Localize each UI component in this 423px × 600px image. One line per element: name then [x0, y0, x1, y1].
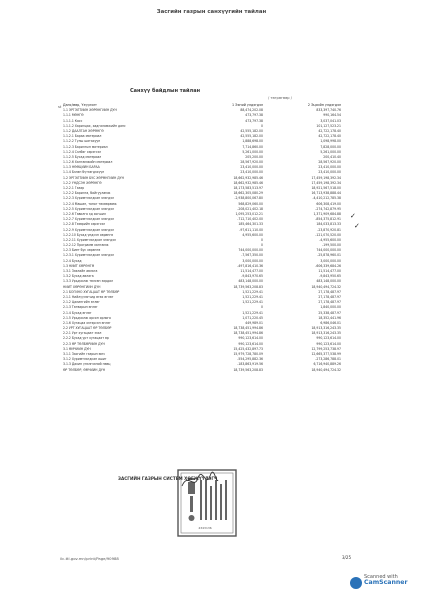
row-label: 1.2.2.10 Бусад үндсэн хөрөнгө — [63, 232, 113, 237]
row-end-value: -4,410,212,785.38 — [312, 196, 341, 201]
table-row — [62, 368, 347, 373]
row-end-value: 42,722,178.40 — [318, 134, 341, 139]
row-label: 1.1.2.6 Хангамжийн материал — [63, 160, 113, 165]
row-label: 1.2.2.7 Хуримтлагдсан элэгдэл — [63, 217, 114, 222]
row-start-value: 28,567,920.00 — [240, 160, 263, 165]
row-label: 2.2.3 ӨР ТӨЛБӨРИЙН ДҮН — [63, 341, 105, 346]
row-label: ӨР ТӨЛБӨР, ӨМЧИЙН ДҮН — [63, 367, 106, 372]
row-start-value: 3,000,000.00 — [242, 258, 263, 263]
row-end-value: -4,955,600.00 — [319, 237, 341, 242]
row-end-value: 16,713,938,888.44 — [311, 191, 341, 196]
row-label: НИЙТ ХӨРӨНГИЙН ДҮН — [63, 284, 101, 289]
row-start-value: 18,738,451,994.86 — [233, 331, 263, 336]
signature-title: ЗАСГИЙН ГАЗРЫН СИСТЕМ ХӨГЖҮҮЛЭГЧ — [118, 476, 218, 481]
row-label: 1.3 НИЙТ ХӨРӨНГӨ — [63, 263, 95, 268]
row-start-value: -208,021,402.18 — [237, 206, 263, 211]
row-start-value: 23,410,000.00 — [240, 170, 263, 175]
margin-mark: st — [58, 105, 62, 109]
row-label: 1.2.2.8 Тээврийн хэрэгсэл — [63, 222, 106, 227]
row-label: 1.2.2.2 Барилга, байгууламж — [63, 191, 111, 196]
row-start-value: 0 — [261, 305, 263, 310]
column-header-end: 2 Эцсийн үлдэгдэл — [307, 103, 341, 107]
row-start-value: 4,955,600.00 — [242, 232, 263, 237]
row-start-value: 473,797.38 — [245, 113, 263, 118]
row-label: 2.1 БОГИНО ХУГАЦААТ ӨР ТӨЛБӨР — [63, 289, 120, 294]
row-end-value: 990,123,614.00 — [316, 336, 341, 341]
row-start-value: 1,521,229.41 — [242, 294, 263, 299]
scanner-line-1: Scanned with — [364, 574, 398, 580]
row-end-value: 5,261,000.00 — [320, 149, 341, 154]
camscanner-logo-icon — [350, 577, 362, 589]
row-end-value: 42,722,178.40 — [318, 128, 341, 133]
footer-url: ilc-ttl.gov.mn/print/Page/90988 — [60, 556, 119, 561]
row-label: 1.2 ЭРГЭЛТИЙН БУС ХӨРӨНГИЙН ДҮН — [63, 175, 124, 180]
row-end-value: -854,375,812.91 — [315, 217, 341, 222]
row-label: 1.2.2.1 Газар — [63, 186, 85, 190]
row-start-value: 1,095,253,012.21 — [235, 211, 263, 216]
row-start-value: 185,464,301.33 — [238, 222, 263, 227]
scanner-brand: CamScanner — [364, 579, 408, 586]
row-end-value: 17,459,198,392.34 — [311, 180, 341, 185]
row-start-value: 42,555,182.00 — [240, 128, 263, 133]
row-start-value: -712,710,402.00 — [237, 217, 263, 222]
row-start-value: -97,611,110.00 — [239, 227, 263, 232]
row-start-value: 483,148,000.00 — [238, 279, 263, 284]
row-label: 3.1 ӨМЧИЙН ДҮН — [63, 346, 91, 351]
row-label: 1.2.2 ҮНДСЭН ХӨРӨНГӨ — [63, 180, 102, 185]
row-start-value: 18,738,451,994.86 — [233, 326, 263, 331]
row-end-value: 990,123,614.00 — [316, 341, 341, 346]
row-label: 1.2.3 Биет бус хөрөнгө — [63, 248, 101, 253]
row-start-value: 1,888,698.00 — [242, 139, 263, 144]
row-label: 1.2.2.6 Тавилга эд хогшил — [63, 211, 106, 216]
row-start-value: 1,071,220.45 — [242, 315, 263, 320]
row-start-value: -2,938,800,067.80 — [234, 196, 263, 201]
row-end-value: 483,148,000.00 — [316, 279, 341, 284]
row-end-value: 606,308,419.00 — [316, 201, 341, 206]
row-label: 2.2.1 Урт хугацаат зээл — [63, 331, 102, 336]
row-label: 2.1.5 Урьдчилж орсон орлого — [63, 315, 111, 320]
row-label: 1.3.1 Зээлийн авлага — [63, 269, 98, 273]
row-label: 2.1.3 Татварын өглөг — [63, 305, 98, 310]
check-mark-icon: ✓ — [354, 222, 360, 230]
row-start-value: 473,797.38 — [245, 118, 263, 123]
row-end-value: 18,352,441.96 — [318, 315, 341, 320]
row-start-value: 990,123,614.00 — [238, 341, 263, 346]
row-label: 1.2.2.9 Хуримтлагдсан элэгдэл — [63, 227, 114, 232]
column-header-start: 1 Эхний үлдэгдэл — [232, 103, 263, 107]
row-end-value: -121,070,520.00 — [315, 232, 341, 237]
row-start-value: 568,829,060.00 — [238, 201, 263, 206]
row-end-value: 18,913,316,243.35 — [311, 331, 341, 336]
row-start-value: 205,200.00 — [245, 154, 263, 159]
row-end-value: 23,410,000.00 — [318, 165, 341, 170]
row-end-value: 18,913,316,243.35 — [311, 326, 341, 331]
handwritten-signature-icon — [180, 470, 220, 492]
column-header-label: Данс/мөр, Үзүүлэлт — [63, 103, 97, 107]
row-end-value: 12,799,253,738.97 — [311, 346, 341, 351]
row-start-value: 15,979,728,780.09 — [233, 352, 263, 356]
row-end-value: 744,000,000.00 — [316, 248, 341, 253]
row-end-value: 17,459,198,392.34 — [311, 175, 341, 180]
row-end-value: 27,178,487.97 — [318, 289, 341, 294]
currency-note: / төгрөгөөр / — [268, 96, 292, 100]
page-number: 3/25 — [342, 555, 351, 560]
row-end-value: 3,037,041.03 — [320, 118, 341, 123]
row-end-value: 990,164.54 — [323, 113, 341, 118]
row-label: 1.2.2.11 Хуримтлагдсан элэгдэл — [63, 237, 116, 242]
row-end-value: -9,843,950.65 — [319, 274, 341, 279]
row-label: 1.2.2.5 Хуримтлагдсан элэгдэл — [63, 206, 114, 211]
row-label: 1.2.2.12 Программ хангамж — [63, 243, 109, 248]
row-end-value: 1,371,909,684.88 — [313, 211, 341, 216]
row-end-value: 18,940,494,724.32 — [311, 284, 341, 289]
row-start-value: -554,295,882.36 — [237, 357, 263, 362]
row-label: 1.1.1.1 Касс — [63, 118, 83, 123]
row-start-value: -497,816,410.36 — [237, 263, 263, 268]
row-end-value: 1,098,998.00 — [320, 139, 341, 144]
row-label: 1.2.2.4 Машин, тоног төхөөрөмж — [63, 201, 117, 206]
row-label: 2.1.2 Цалингийн өглөг — [63, 300, 100, 305]
row-end-value: 23,410,000.00 — [318, 170, 341, 175]
row-end-value: -23,870,920.81 — [317, 227, 341, 232]
row-start-value: 18,739,563,208.83 — [233, 284, 263, 289]
row-start-value: 1,521,229.41 — [242, 310, 263, 315]
row-end-value: 6,986,046.01 — [320, 320, 341, 325]
row-end-value: 833,397,740.76 — [316, 108, 341, 113]
row-start-value: -9,843,970.65 — [241, 274, 263, 279]
row-end-value: -199,500.00 — [322, 243, 341, 248]
row-end-value: 101,127,523.21 — [316, 123, 341, 128]
scanner-watermark — [364, 574, 408, 586]
row-label: 1.1.1 МӨНГӨ — [63, 113, 84, 118]
row-end-value: 18,940,494,724.32 — [311, 367, 341, 372]
row-label: 2.2 УРТ ХУГАЦААТ ӨР ТӨЛБӨР — [63, 326, 112, 331]
row-end-value: 11,514,477.00 — [318, 269, 341, 273]
row-label: 2.1.1 Нийлүүлэгчид өгөх өглөг — [63, 294, 114, 299]
row-label: 3.1.1 Засгийн газрын өмч — [63, 352, 105, 356]
row-end-value: 3,000,000.00 — [320, 258, 341, 263]
row-end-value: -273,286,788.01 — [315, 357, 341, 362]
row-start-value: 18,173,583,513.97 — [233, 186, 263, 190]
row-start-value: -7,567,350.00 — [241, 253, 263, 258]
row-end-value: 1,840,000.00 — [320, 305, 341, 310]
row-label: 1.1.4 Бэлэн бүтээгдэхүүн — [63, 170, 105, 175]
row-label: 1.3.2 Бусад авлага — [63, 274, 94, 279]
svg-text:4343136: 4343136 — [198, 526, 212, 530]
row-end-value: 6,716,940,889.26 — [313, 362, 341, 367]
row-start-value: 7,714,860.00 — [242, 144, 263, 149]
row-start-value: -183,863,919.56 — [237, 362, 263, 367]
row-start-value: 88,474,202.08 — [240, 108, 263, 113]
row-end-value: -274,742,879.95 — [315, 206, 341, 211]
row-start-value: 449,989.01 — [245, 320, 263, 325]
balance-table — [62, 103, 347, 373]
row-label: 1.1.2.2 Түлш шатахуун — [63, 139, 101, 144]
row-label: 1.3.3 Урьдчилж төлсөн зардал — [63, 279, 114, 284]
row-start-value: 11,514,477.00 — [240, 269, 263, 273]
row-start-value: 0 — [261, 237, 263, 242]
row-end-value: 184,033,813.33 — [316, 222, 341, 227]
row-label: 1.1.2.3 Барилгын материал — [63, 144, 108, 149]
row-end-value: -25,878,960.01 — [317, 253, 341, 258]
row-label: 1.2.2.3 Хуримтлагдсан элэгдэл — [63, 196, 114, 201]
row-start-value: 23,410,000.00 — [240, 165, 263, 170]
row-end-value: 7,828,000.00 — [320, 144, 341, 149]
row-label: 2.1.4 Бусад өглөг — [63, 310, 92, 315]
row-end-value: -606,339,684.26 — [315, 263, 341, 268]
row-start-value: 1,521,229.41 — [242, 300, 263, 305]
row-label: 3.1.2 Хуримтлагдсан ашиг — [63, 357, 107, 362]
page-title: Засгийн газрын санхүүгийн тайлан — [156, 9, 267, 15]
row-start-value: 42,555,182.00 — [240, 134, 263, 139]
row-label: 1.1 ЭРГЭЛТИЙН ХӨРӨНГИЙН ДҮН — [63, 108, 117, 113]
table-body — [62, 108, 347, 373]
row-label: 1.2.4 Бусад — [63, 258, 82, 263]
row-start-value: 0 — [261, 123, 263, 128]
row-label: 1.2.3.1 Хуримтлагдсан элэгдэл — [63, 253, 114, 258]
row-label: 2.1.6 Хугацаа хэтэрсэн өглөг — [63, 320, 111, 325]
row-start-value: 18,662,932,985.46 — [233, 175, 263, 180]
row-start-value: 1,521,229.41 — [242, 289, 263, 294]
row-end-value: 27,178,487.97 — [318, 300, 341, 305]
row-label: 1.1.3 НӨӨЦИЙН БАРАА — [63, 165, 100, 170]
row-end-value: 18,921,567,518.00 — [311, 186, 341, 190]
row-end-value: 27,178,487.97 — [318, 294, 341, 299]
row-start-value: 990,123,614.00 — [238, 336, 263, 341]
row-end-value: 25,338,487.97 — [318, 310, 341, 315]
row-label: 1.1.1.2 Харилцах, хадгаламжийн данс — [63, 123, 126, 128]
row-end-value: 12,665,377,538.99 — [311, 352, 341, 356]
row-start-value: 15,425,432,897.73 — [233, 346, 263, 351]
row-label: 1.1.2.5 Бусад материал — [63, 154, 102, 159]
row-start-value: 5,261,000.00 — [242, 149, 263, 154]
row-end-value: 200,410.40 — [323, 154, 341, 159]
check-mark-icon: ✓ — [350, 212, 356, 220]
row-label: 1.1.2.4 Сэлбэг хэрэгсэл — [63, 149, 102, 154]
row-start-value: 18,662,932,985.46 — [233, 180, 263, 185]
row-label: 1.1.2 ДААЛГАН ХӨРӨНГӨ — [63, 128, 104, 133]
document-title: Санхүү байдлын тайлан — [130, 88, 201, 94]
row-label: 2.2.2 Бусад урт хугацаат өр — [63, 336, 109, 341]
row-start-value: 18,662,305,080.29 — [233, 191, 263, 196]
row-label: 1.1.2.1 Бараа материал — [63, 134, 102, 139]
row-start-value: 0 — [261, 243, 263, 248]
row-end-value: 28,567,920.00 — [318, 160, 341, 165]
row-start-value: 18,739,563,208.83 — [233, 367, 263, 372]
row-label: 3.1.3 Дахин үнэлгээний нөөц — [63, 362, 111, 367]
row-start-value: 744,000,000.00 — [238, 248, 263, 253]
